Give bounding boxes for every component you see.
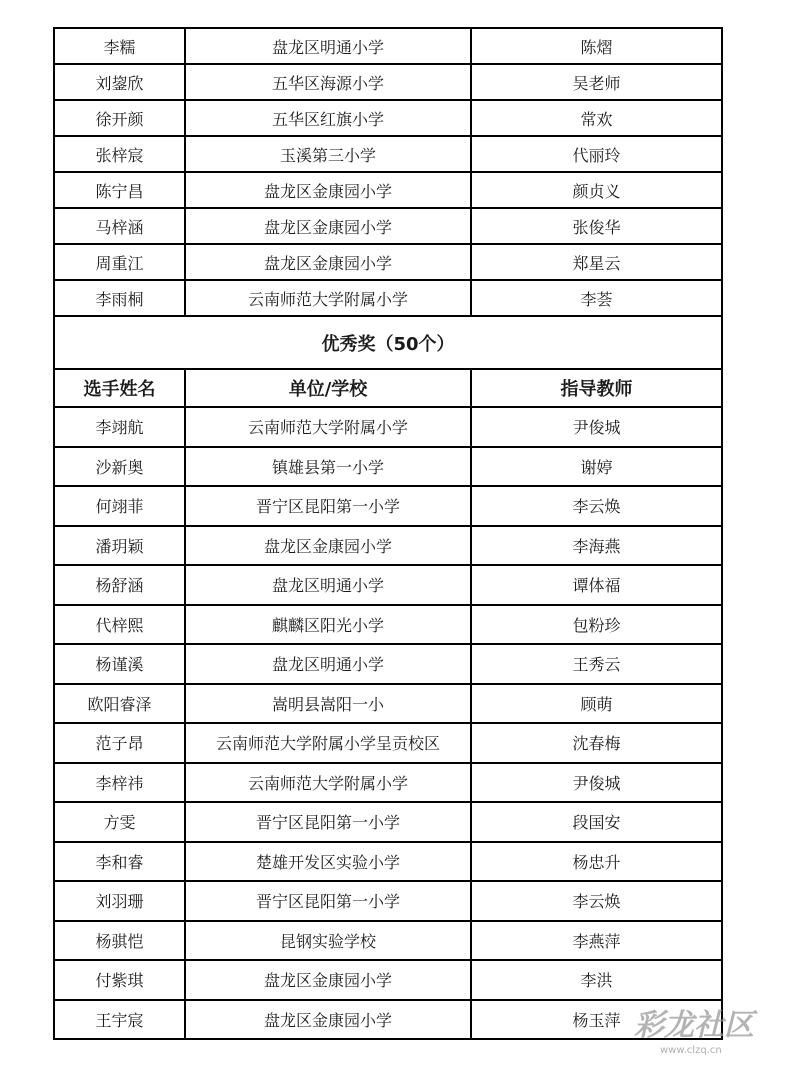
school-name: 盘龙区金康园小学 bbox=[185, 208, 471, 244]
teacher-name: 段国安 bbox=[471, 802, 722, 842]
section-title-row bbox=[54, 316, 722, 369]
teacher-name: 谢婷 bbox=[471, 447, 722, 487]
teacher-name: 代丽玲 bbox=[471, 136, 722, 172]
teacher-name: 郑星云 bbox=[471, 244, 722, 280]
header-teacher: 指导教师 bbox=[471, 369, 722, 407]
table-row bbox=[54, 244, 722, 280]
table-row bbox=[54, 960, 722, 1000]
teacher-name: 尹俊城 bbox=[471, 763, 722, 803]
school-name: 玉溪第三小学 bbox=[185, 136, 471, 172]
teacher-name: 李云焕 bbox=[471, 486, 722, 526]
teacher-name: 尹俊城 bbox=[471, 407, 722, 447]
school-name: 镇雄县第一小学 bbox=[185, 447, 471, 487]
table-row bbox=[54, 208, 722, 244]
student-name: 马梓涵 bbox=[54, 208, 185, 244]
teacher-name: 李燕萍 bbox=[471, 921, 722, 961]
table-row bbox=[54, 486, 722, 526]
school-name: 五华区红旗小学 bbox=[185, 100, 471, 136]
student-name: 刘鋆欣 bbox=[54, 64, 185, 100]
table-row bbox=[54, 723, 722, 763]
teacher-name: 常欢 bbox=[471, 100, 722, 136]
school-name: 盘龙区金康园小学 bbox=[185, 1000, 471, 1040]
table-row bbox=[54, 28, 722, 64]
table-row bbox=[54, 172, 722, 208]
teacher-name: 李海燕 bbox=[471, 526, 722, 566]
header-school: 单位/学校 bbox=[185, 369, 471, 407]
student-name: 范子昂 bbox=[54, 723, 185, 763]
student-name: 付紫琪 bbox=[54, 960, 185, 1000]
school-name: 麒麟区阳光小学 bbox=[185, 605, 471, 645]
school-name: 五华区海源小学 bbox=[185, 64, 471, 100]
teacher-name: 谭体福 bbox=[471, 565, 722, 605]
teacher-name: 包粉珍 bbox=[471, 605, 722, 645]
teacher-name: 吴老师 bbox=[471, 64, 722, 100]
student-name: 李梓祎 bbox=[54, 763, 185, 803]
school-name: 盘龙区明通小学 bbox=[185, 644, 471, 684]
student-name: 李糯 bbox=[54, 28, 185, 64]
student-name: 李和睿 bbox=[54, 842, 185, 882]
table-row bbox=[54, 921, 722, 961]
student-name: 张梓宸 bbox=[54, 136, 185, 172]
school-name: 盘龙区金康园小学 bbox=[185, 172, 471, 208]
teacher-name: 颜贞义 bbox=[471, 172, 722, 208]
school-name: 云南师范大学附属小学 bbox=[185, 407, 471, 447]
header-student-name: 选手姓名 bbox=[54, 369, 185, 407]
teacher-name: 张俊华 bbox=[471, 208, 722, 244]
student-name: 杨舒涵 bbox=[54, 565, 185, 605]
student-name: 徐开颜 bbox=[54, 100, 185, 136]
watermark-logo bbox=[626, 999, 786, 1059]
teacher-name: 李云焕 bbox=[471, 881, 722, 921]
teacher-name: 王秀云 bbox=[471, 644, 722, 684]
table-row bbox=[54, 881, 722, 921]
table-row bbox=[54, 100, 722, 136]
school-name: 云南师范大学附属小学呈贡校区 bbox=[185, 723, 471, 763]
school-name: 盘龙区明通小学 bbox=[185, 28, 471, 64]
student-name: 方雯 bbox=[54, 802, 185, 842]
student-name: 李雨桐 bbox=[54, 280, 185, 316]
teacher-name: 顾萌 bbox=[471, 684, 722, 724]
teacher-name: 陈熠 bbox=[471, 28, 722, 64]
school-name: 晋宁区昆阳第一小学 bbox=[185, 802, 471, 842]
student-name: 杨骐恺 bbox=[54, 921, 185, 961]
student-name: 李翊航 bbox=[54, 407, 185, 447]
table-row bbox=[54, 280, 722, 316]
table-row bbox=[54, 64, 722, 100]
school-name: 盘龙区金康园小学 bbox=[185, 526, 471, 566]
student-name: 周重江 bbox=[54, 244, 185, 280]
student-name: 潘玥颖 bbox=[54, 526, 185, 566]
school-name: 盘龙区金康园小学 bbox=[185, 244, 471, 280]
teacher-name: 李荟 bbox=[471, 280, 722, 316]
table-row bbox=[54, 565, 722, 605]
student-name: 刘羽珊 bbox=[54, 881, 185, 921]
table-row bbox=[54, 842, 722, 882]
table-row bbox=[54, 136, 722, 172]
table-row bbox=[54, 447, 722, 487]
watermark-url: www.clzq.cn bbox=[660, 1045, 722, 1056]
table-row bbox=[54, 763, 722, 803]
table-row bbox=[54, 644, 722, 684]
school-name: 楚雄开发区实验小学 bbox=[185, 842, 471, 882]
award-table bbox=[53, 27, 723, 1040]
school-name: 晋宁区昆阳第一小学 bbox=[185, 486, 471, 526]
student-name: 代梓熙 bbox=[54, 605, 185, 645]
student-name: 杨谨溪 bbox=[54, 644, 185, 684]
school-name: 盘龙区金康园小学 bbox=[185, 960, 471, 1000]
school-name: 盘龙区明通小学 bbox=[185, 565, 471, 605]
teacher-name: 沈春梅 bbox=[471, 723, 722, 763]
school-name: 嵩明县嵩阳一小 bbox=[185, 684, 471, 724]
section-title: 优秀奖（50个） bbox=[54, 316, 722, 369]
student-name: 沙新奥 bbox=[54, 447, 185, 487]
table-row bbox=[54, 684, 722, 724]
table-row bbox=[54, 802, 722, 842]
teacher-name: 杨忠升 bbox=[471, 842, 722, 882]
student-name: 陈宁昌 bbox=[54, 172, 185, 208]
teacher-name: 杨玉萍 bbox=[471, 1000, 722, 1040]
school-name: 云南师范大学附属小学 bbox=[185, 763, 471, 803]
student-name: 何翊菲 bbox=[54, 486, 185, 526]
teacher-name: 李洪 bbox=[471, 960, 722, 1000]
student-name: 欧阳睿泽 bbox=[54, 684, 185, 724]
table-row bbox=[54, 526, 722, 566]
school-name: 昆钢实验学校 bbox=[185, 921, 471, 961]
school-name: 云南师范大学附属小学 bbox=[185, 280, 471, 316]
school-name: 晋宁区昆阳第一小学 bbox=[185, 881, 471, 921]
table-row bbox=[54, 1000, 722, 1040]
table-row bbox=[54, 605, 722, 645]
header-row bbox=[54, 369, 722, 407]
student-name: 王宇宸 bbox=[54, 1000, 185, 1040]
watermark-text: 彩龙社区 bbox=[634, 1008, 754, 1043]
table-row bbox=[54, 407, 722, 447]
